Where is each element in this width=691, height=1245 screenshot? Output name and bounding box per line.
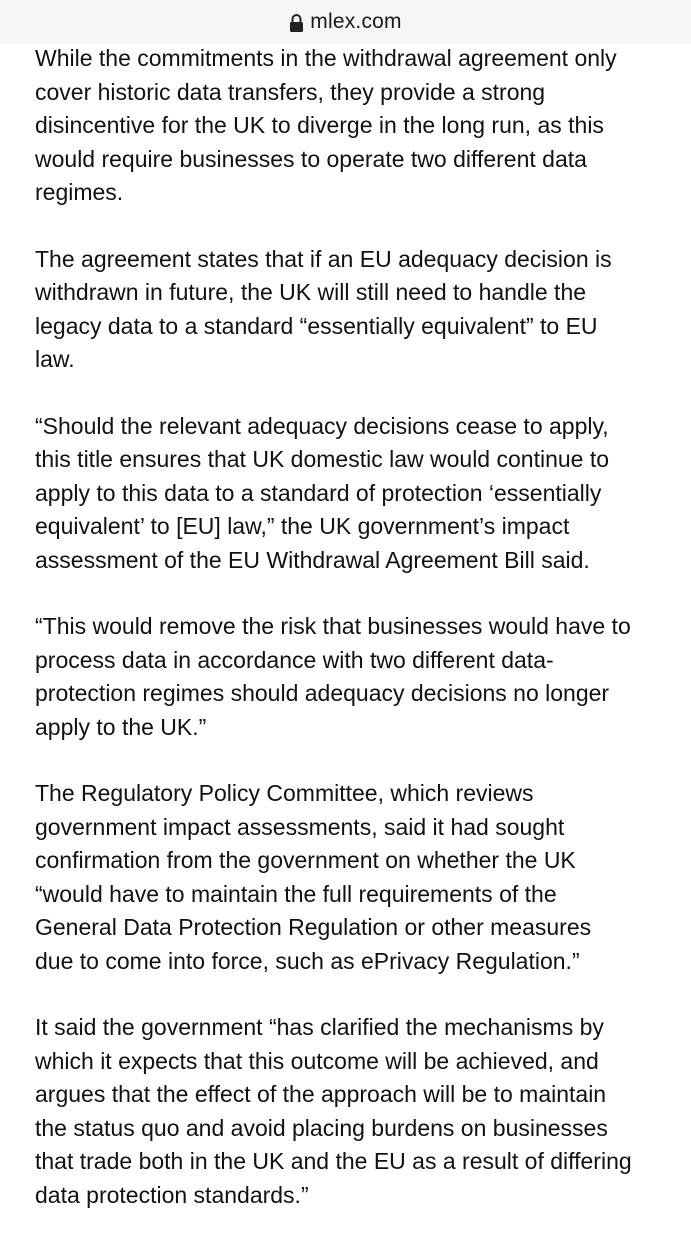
address-bar[interactable]: [0, 0, 691, 44]
article-paragraph: “This would remove the risk that businesses would have to process data in accordance with two different data- protection regimes should adequacy decisions no longer apply to the UK.”: [35, 613, 631, 740]
article-paragraph: While the commitments in the withdrawal agreement only cover historic data transfers, they provide a strong disincentive for the UK to diverge in the long run, as this would require businesses to operate two different data regimes.: [35, 45, 617, 205]
article-paragraph: The agreement states that if an EU adequacy decision is withdrawn in future, the UK will still need to handle the legacy data to a standard “essentially equivalent” to EU law.: [35, 245, 612, 372]
article-paragraph: It said the government “has clarified the mechanisms by which it expects that this outcome will be achieved, and argues that the effect of the approach will be to maintain the status quo and avoid placing burdens on businesses that trade both in the UK and the EU as a result of differing data protection standards.”: [35, 1014, 632, 1208]
url-text[interactable]: mlex.com: [310, 10, 402, 33]
lock-icon: [289, 13, 304, 33]
article-paragraph: The Regulatory Policy Committee, which reviews government impact assessments, said it had sought confirmation from the government on whether the UK “would have to maintain the full requirements of the General Data Protection Regulation or other measures due to come into force, such as ePrivacy Regulation.”: [35, 780, 592, 974]
article-body: [35, 42, 665, 1245]
article-paragraph: “Should the relevant adequacy decisions cease to apply, this title ensures that UK domestic law would continue to apply to this data to a standard of protection ‘essentially equivalent’ to [EU] law,” the UK government’s impact assessment of the EU Withdrawal Agreement Bill said.: [35, 412, 610, 573]
